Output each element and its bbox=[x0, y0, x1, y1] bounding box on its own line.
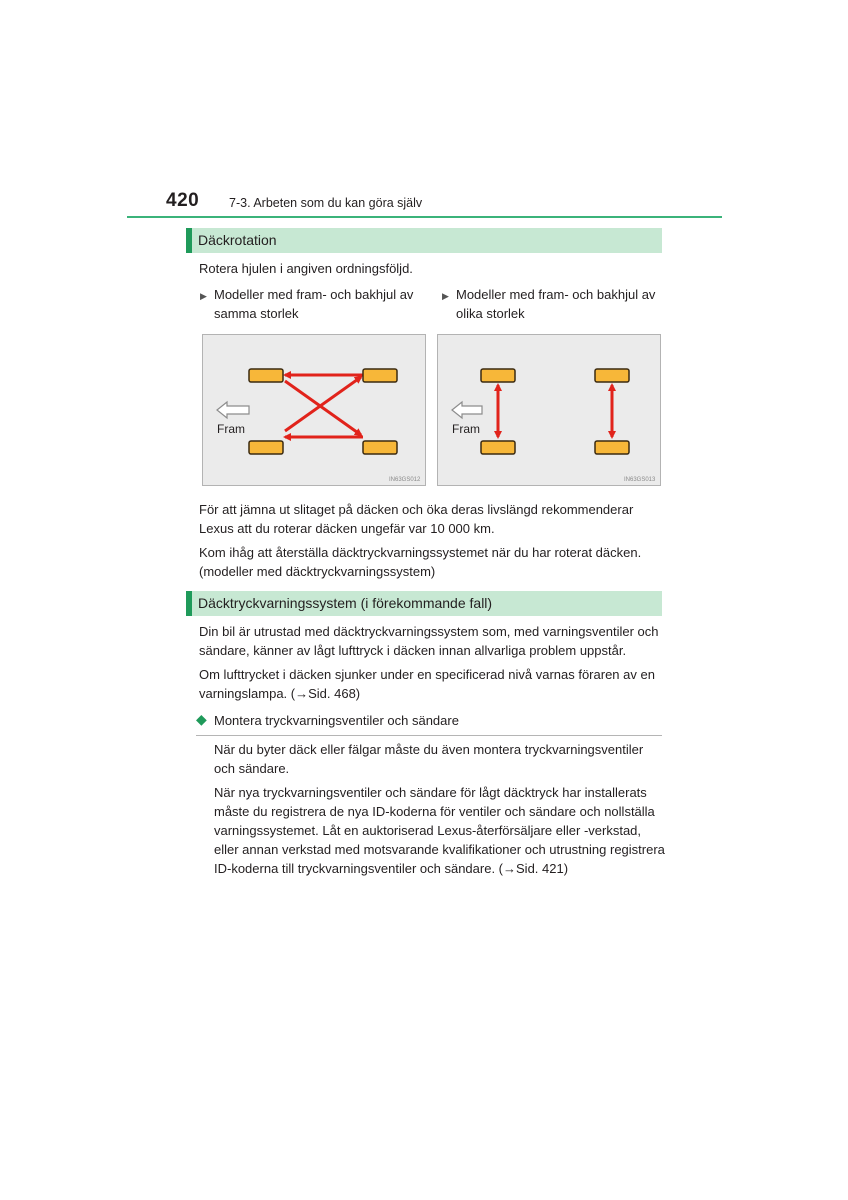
tpms-para1-line1: Din bil är utrustad med däcktryckvarningssystem som, med varningsventiler och bbox=[199, 624, 659, 639]
header-rule bbox=[127, 216, 722, 218]
chapter-title: 7-3. Arbeten som du kan göra själv bbox=[229, 196, 423, 210]
sub-para2-line4: eller annan verkstad med motsvarande kvalifikationer och utrustning registrera bbox=[214, 842, 665, 857]
front-label: Fram bbox=[217, 422, 245, 436]
bullet-diff-size-line2: olika storlek bbox=[456, 306, 525, 321]
bullet-diff-size-line1: Modeller med fram- och bakhjul av bbox=[456, 287, 656, 302]
sub-para2-line1: När nya tryckvarningsventiler och sändare för lågt däcktryck har installerats bbox=[214, 785, 647, 800]
figure-code: IN63GS012 bbox=[389, 477, 421, 483]
section-heading-tpms: Däcktryckvarningssystem (i förekommande fall) bbox=[186, 591, 662, 616]
tire-front-right bbox=[249, 441, 283, 454]
rotation-para2-line1: Kom ihåg att återställa däcktryckvarningssystemet när du har roterat däcken. bbox=[199, 545, 642, 560]
diamond-bullet-icon: ◆ bbox=[196, 711, 207, 727]
intro-text: Rotera hjulen i angiven ordningsföljd. bbox=[199, 261, 413, 276]
arrow-cross-up bbox=[285, 377, 361, 431]
triangle-bullet-icon: ▶ bbox=[200, 291, 207, 301]
tire-rear-right bbox=[595, 441, 629, 454]
tire-front-right bbox=[481, 441, 515, 454]
rotation-para2-line2: (modeller med däcktryckvarningssystem) bbox=[199, 564, 436, 579]
front-direction-arrow-icon bbox=[452, 402, 482, 418]
tpms-para2-line1: Om lufttrycket i däcken sjunker under en specificerad nivå varnas föraren av en bbox=[199, 667, 655, 682]
tire-rear-left bbox=[363, 369, 397, 382]
tire-rear-right bbox=[363, 441, 397, 454]
rotation-para1-line2: Lexus att du roterar däcken ungefär var 10 000 km. bbox=[199, 521, 495, 536]
sub-para1-line2: och sändare. bbox=[214, 761, 290, 776]
front-direction-arrow-icon bbox=[217, 402, 249, 418]
section-heading-tire-rotation: Däckrotation bbox=[186, 228, 662, 253]
rotation-diagram-same-size bbox=[202, 334, 426, 486]
page-number: 420 bbox=[166, 190, 200, 211]
sub-para1-line1: När du byter däck eller fälgar måste du även montera tryckvarningsventiler bbox=[214, 742, 644, 757]
subsection-heading: Montera tryckvarningsventiler och sändare bbox=[214, 713, 459, 728]
rotation-diagram-same-size-svg bbox=[203, 335, 425, 485]
rotation-diagram-different-size bbox=[437, 334, 661, 486]
subsection-rule bbox=[196, 735, 662, 736]
rotation-diagram-different-size-svg bbox=[438, 335, 660, 485]
rotation-para1-line1: För att jämna ut slitaget på däcken och öka deras livslängd rekommenderar bbox=[199, 502, 634, 517]
tire-front-left bbox=[481, 369, 515, 382]
figure-code: IN63GS013 bbox=[624, 477, 656, 483]
triangle-bullet-icon: ▶ bbox=[442, 291, 449, 301]
tire-rear-left bbox=[595, 369, 629, 382]
sub-para2-line5: ID-koderna till tryckvarningsventiler och sändare. (→Sid. 421) bbox=[214, 861, 569, 876]
tpms-para1-line2: sändare, känner av lågt lufttryck i däcken innan allvarliga problem uppstår. bbox=[199, 643, 627, 658]
bullet-same-size-line1: Modeller med fram- och bakhjul av bbox=[214, 287, 414, 302]
sub-para2-line2: måste du registrera de nya ID-koderna för ventiler och sändare och nollställa bbox=[214, 804, 655, 819]
tire-front-left bbox=[249, 369, 283, 382]
arrow-cross-down bbox=[285, 381, 361, 435]
front-label: Fram bbox=[452, 422, 480, 436]
sub-para2-line3: varningssystemet. Låt en auktoriserad Lexus-återförsäljare eller -verkstad, bbox=[214, 823, 642, 838]
bullet-same-size-line2: samma storlek bbox=[214, 306, 299, 321]
tpms-para2-line2: varningslampa. (→Sid. 468) bbox=[199, 686, 361, 701]
